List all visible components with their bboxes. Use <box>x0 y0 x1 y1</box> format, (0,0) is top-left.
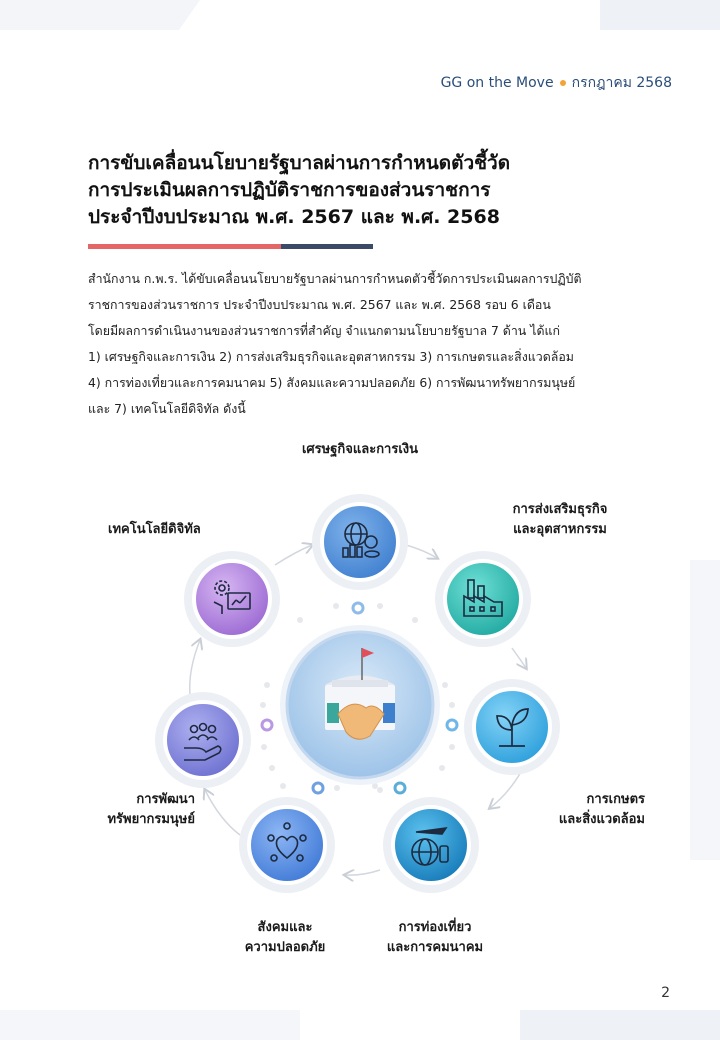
node-agriculture <box>464 679 560 775</box>
node-industry <box>435 551 531 647</box>
body-line: โดยมีผลการดำเนินงานของส่วนราชการที่สำคัญ จำแนกตามนโยบายรัฐบาล 7 ด้าน ได้แก่ <box>88 323 560 338</box>
policy-cycle-diagram <box>0 430 720 990</box>
body-line: 4) การท่องเที่ยวและการคมนาคม 5) สังคมและความปลอดภัย 6) การพัฒนาทรัพยากรมนุษย์ <box>88 375 576 390</box>
label-agriculture: การเกษตร และสิ่งแวดล้อม <box>558 792 645 827</box>
decor-facet <box>0 0 200 30</box>
node-society <box>239 797 335 893</box>
label-digital: เทคโนโลยีดิจิทัล <box>108 522 201 537</box>
label-industry: การส่งเสริมธุรกิจ และอุตสาหกรรม <box>512 502 608 537</box>
node-tourism <box>383 797 479 893</box>
title-underline-navy <box>281 244 373 249</box>
center-circle <box>280 625 440 785</box>
body-line: สำนักงาน ก.พ.ร. ได้ขับเคลื่อนนโยบายรัฐบาลผ่านการกำหนดตัวชี้วัดการประเมินผลการปฏิบัติ <box>88 271 582 286</box>
title-line: การขับเคลื่อนนโยบายรัฐบาลผ่านการกำหนดตัวชี้วัด <box>88 152 511 174</box>
body-line: และ 7) เทคโนโลยีดิจิทัล ดังนี้ <box>88 401 246 416</box>
label-tourism: การท่องเที่ยว และการคมนาคม <box>386 920 484 955</box>
label-human: การพัฒนา ทรัพยากรมนุษย์ <box>107 792 195 827</box>
separator-dot <box>560 80 566 86</box>
label-economy: เศรษฐกิจและการเงิน <box>301 442 419 457</box>
node-economy <box>312 494 408 590</box>
issue-date: กรกฎาคม 2568 <box>571 75 672 91</box>
publication-name: GG on the Move <box>440 75 554 91</box>
node-human <box>155 692 251 788</box>
page-number: 2 <box>661 985 670 1001</box>
body-line: 1) เศรษฐกิจและการเงิน 2) การส่งเสริมธุรกิจและอุตสาหกรรม 3) การเกษตรและสิ่งแวดล้อม <box>88 349 574 364</box>
body-paragraph <box>88 266 633 422</box>
decor-facet <box>600 0 720 30</box>
node-digital <box>184 551 280 647</box>
body-line: ราชการของส่วนราชการ ประจำปีงบประมาณ พ.ศ. 2567 และ พ.ศ. 2568 รอบ 6 เดือน <box>88 297 551 312</box>
title-line: ประจำปีงบประมาณ พ.ศ. 2567 และ พ.ศ. 2568 <box>88 206 500 228</box>
running-header <box>441 72 672 94</box>
article-title <box>88 150 648 231</box>
title-underline-red <box>88 244 281 249</box>
title-line: การประเมินผลการปฏิบัติราชการของส่วนราชการ <box>88 179 491 201</box>
decor-facet <box>520 1010 720 1040</box>
decor-facet <box>0 1010 300 1040</box>
label-society: สังคมและ ความปลอดภัย <box>244 920 326 955</box>
